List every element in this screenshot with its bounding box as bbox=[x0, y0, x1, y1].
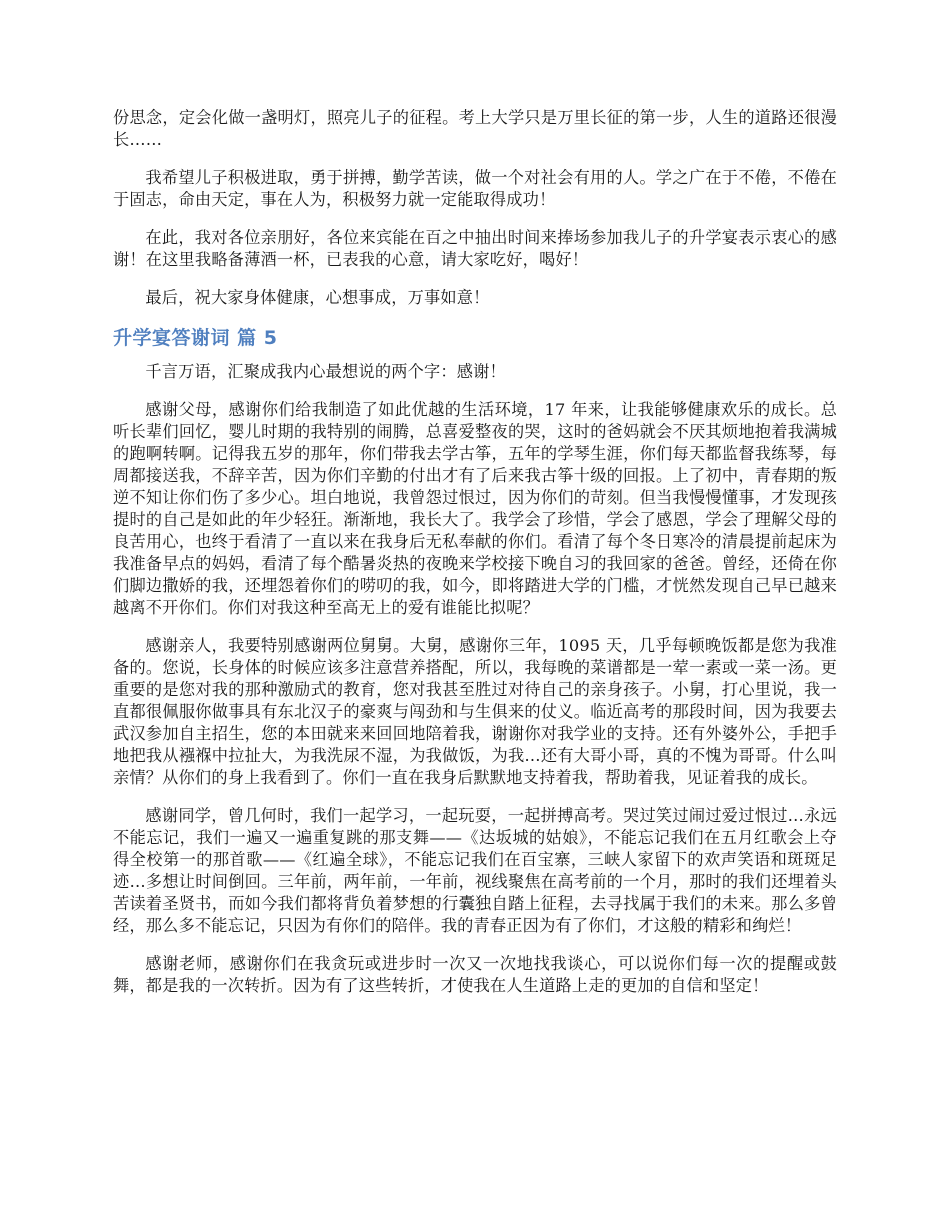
paragraph-closing-wishes: 最后，祝大家身体健康，心想事成，万事如意！ bbox=[145, 288, 490, 307]
paragraph-thanks-parents: 感谢父母，感谢你们给我制造了如此优越的生活环境，17 年来，让我能够健康欢乐的成长。总听长辈们回忆，婴儿时期的我特别的闹腾，总喜爱整夜的哭，这时的爸妈就会不厌其烦地抱着我满城的跑啊转啊。记得我五岁的那年，你们带我去学古筝，五年的学琴生涯，你们每天都监督我练琴，每周都接送我，不辞辛苦，因为你们辛勤的付出才有了后来我古筝十级的回报。上了初中，青春期的叛逆不知让你们伤了多少心。坦白地说，我曾怨过恨过，因为你们的苛刻。但当我慢慢懂事，才发现孩提时的自己是如此的年少轻狂。渐渐地，我长大了。我学会了珍惜，学会了感恩，学会了理解父母的良苦用心，也终于看清了一直以来在我身后无私奉献的你们。看清了每个冬日寒冷的清晨提前起床为我准备早点的妈妈，看清了每个酷暑炎热的夜晚来学校接下晚自习的我回家的爸爸。曾经，还倚在你们脚边撒娇的我，还埋怨着你们的唠叨的我，如今，即将踏进大学的门槛，才恍然发现自己早已越来越离不开你们。你们对我这种至高无上的爱有谁能比拟呢？ bbox=[113, 400, 837, 617]
paragraph-continuation: 份思念，定会化做一盏明灯，照亮儿子的征程。考上大学只是万里长征的第一步，人生的道路还很漫长…… bbox=[113, 108, 837, 149]
document-page bbox=[113, 107, 837, 1013]
paragraph-thanks-teachers: 感谢老师，感谢你们在我贪玩或进步时一次又一次地找我谈心，可以说你们每一次的提醒或鼓舞，都是我的一次转折。因为有了这些转折，才使我在人生道路上走的更加的自信和坚定！ bbox=[113, 954, 837, 995]
paragraph-thanks-guests: 在此，我对各位亲朋好，各位来宾能在百之中抽出时间来捧场参加我儿子的升学宴表示衷心的感谢！在这里我略备薄酒一杯，已表我的心意，请大家吃好，喝好！ bbox=[113, 228, 837, 269]
paragraph-thanks-classmates: 感谢同学，曾几何时，我们一起学习，一起玩耍，一起拼搏高考。哭过笑过闹过爱过恨过…永远不能忘记，我们一遍又一遍重复跳的那支舞——《达坂城的姑娘》，不能忘记我们在五月红歌会上夺得全校第一的那首歌——《红遍全球》，不能忘记我们在百宝寨，三峡人家留下的欢声笑语和斑斑足迹…多想让时间倒回。三年前，两年前，一年前，视线聚焦在高考前的一个月，那时的我们还埋着头苦读着圣贤书，而如今我们都将背负着梦想的行囊独自踏上征程，去寻找属于我们的未来。那么多曾经，那么多不能忘记，只因为有你们的陪伴。我的青春正因为有了你们，才这般的精彩和绚烂！ bbox=[113, 806, 837, 935]
section-heading: 升学宴答谢词 篇 5 bbox=[113, 327, 278, 349]
paragraph-opening: 千言万语，汇聚成我内心最想说的两个字：感谢！ bbox=[145, 362, 506, 381]
paragraph-thanks-relatives: 感谢亲人，我要特别感谢两位舅舅。大舅，感谢你三年，1095 天，几乎每顿晚饭都是您为我准备的。您说，长身体的时候应该多注意营养搭配，所以，我每晚的菜谱都是一荤一素或一菜一汤。更重要的是您对我的那种激励式的教育，您对我甚至胜过对待自己的亲身孩子。小舅，打心里说，我一直都很佩服你做事具有东北汉子的豪爽与闯劲和与生俱来的仗义。临近高考的那段时间，因为我要去武汉参加自主招生，您的本田就来来回回地陪着我，谢谢你对我学业的支持。还有外婆外公，手把手地把我从襁褓中拉扯大，为我洗尿不湿，为我做饭，为我…还有大哥小哥，真的不愧为哥哥。什么叫亲情？从你们的身上我看到了。你们一直在我身后默默地支持着我，帮助着我，见证着我的成长。 bbox=[113, 636, 837, 787]
paragraph-hope: 我希望儿子积极进取，勇于拼搏，勤学苦读，做一个对社会有用的人。学之广在于不倦，不倦在于固志，命由天定，事在人为，积极努力就一定能取得成功！ bbox=[113, 168, 837, 209]
